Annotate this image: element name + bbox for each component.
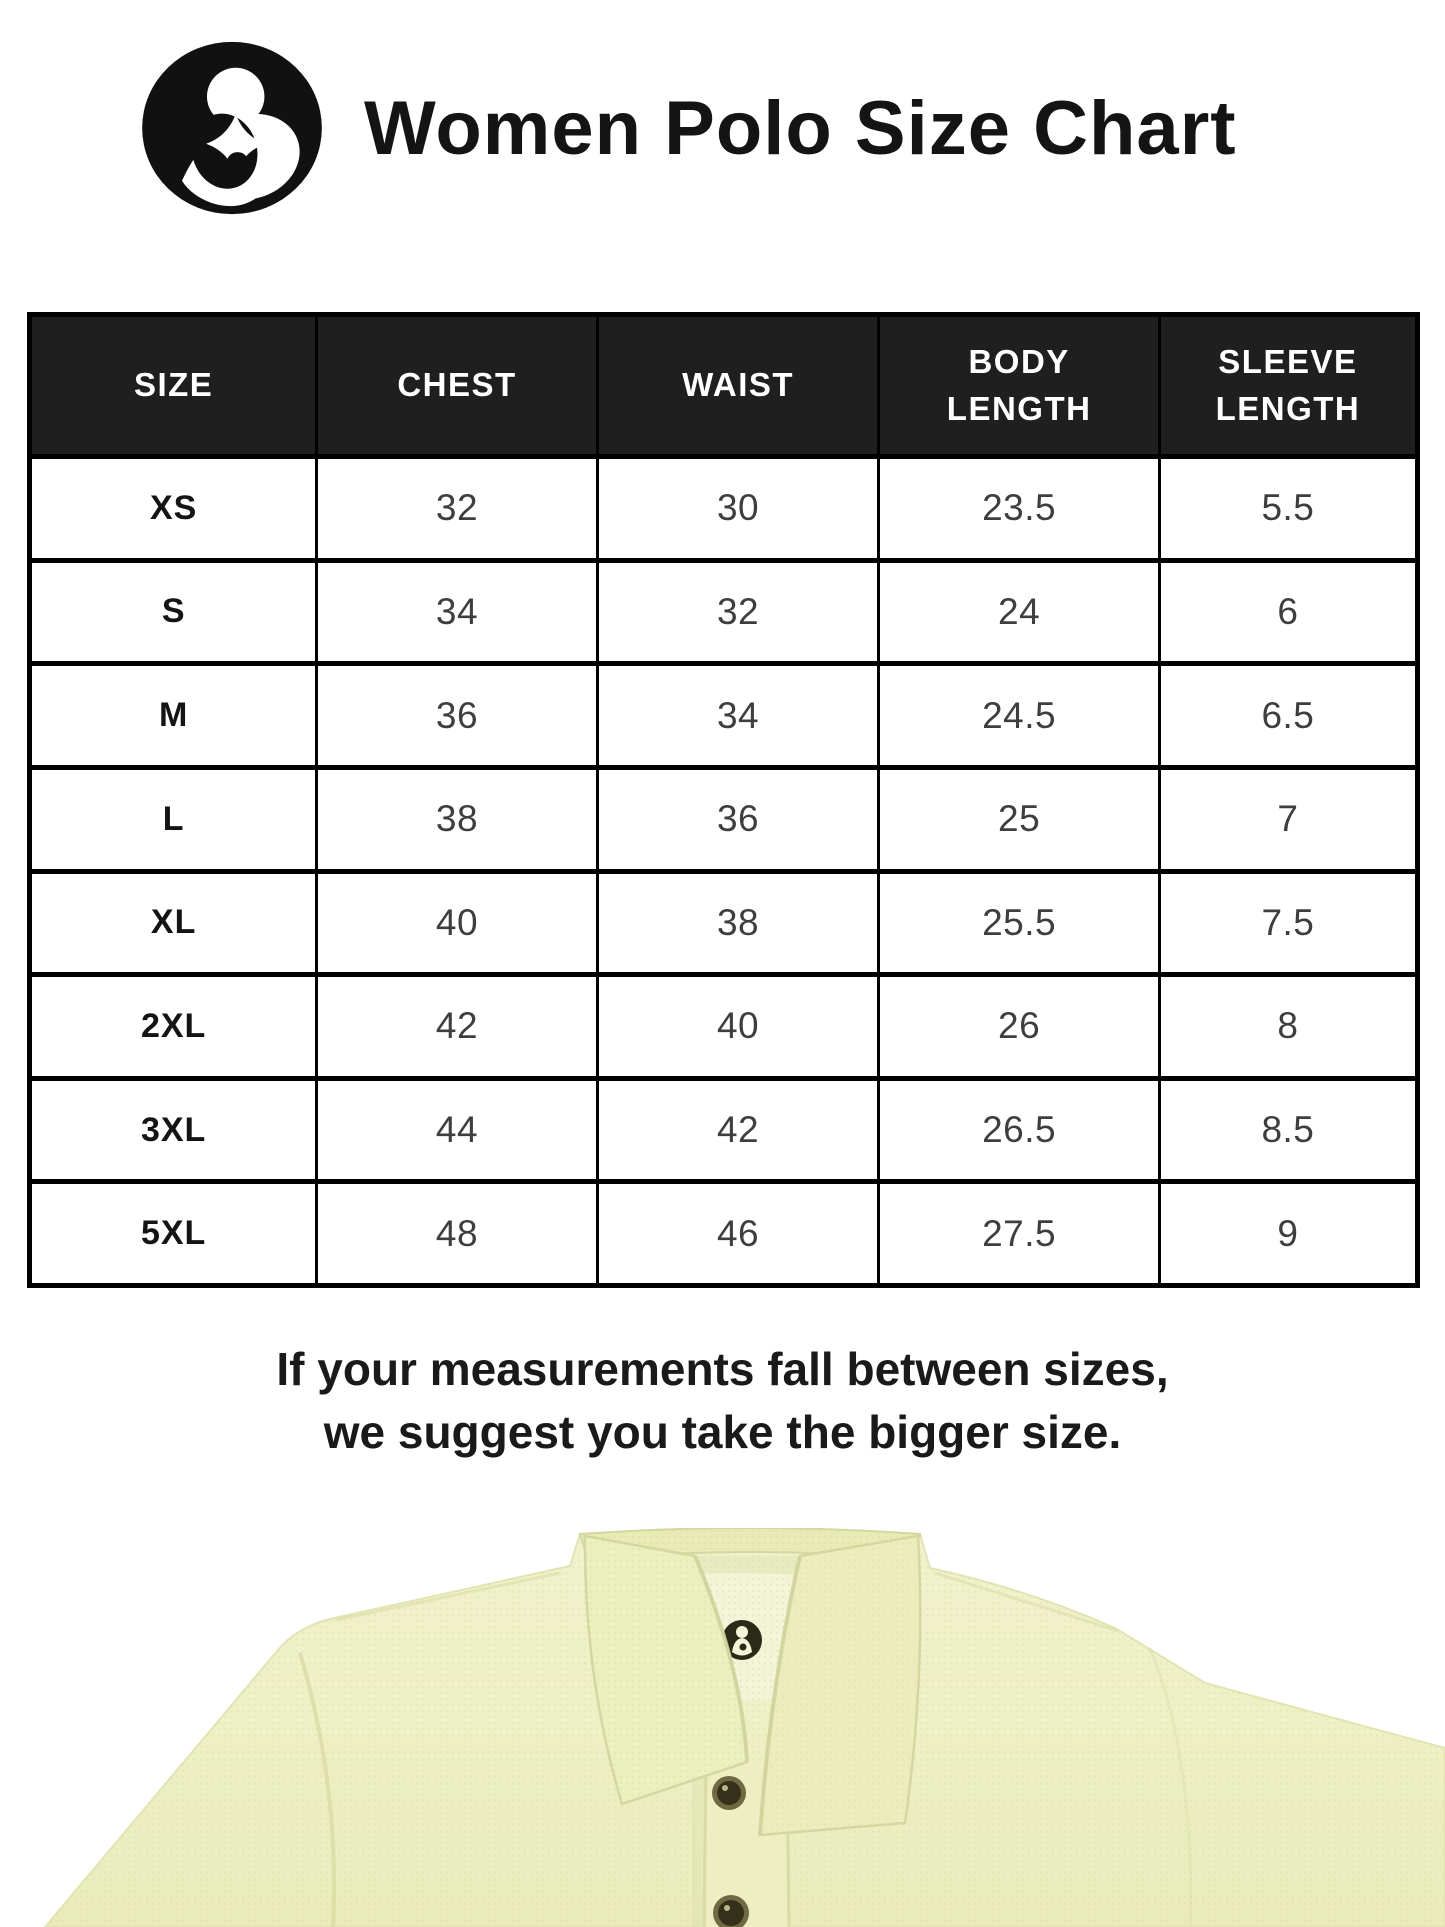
- column-header-body-length: BODY LENGTH: [879, 315, 1159, 457]
- body-length-value: 26: [879, 975, 1159, 1079]
- column-header-waist: WAIST: [597, 315, 879, 457]
- table-row: [30, 457, 1418, 561]
- size-chart-table: [27, 312, 1420, 1288]
- body-length-value: 24.5: [879, 664, 1159, 768]
- waist-value: 36: [597, 767, 879, 871]
- sleeve-length-value: 5.5: [1159, 457, 1417, 561]
- size-label: L: [30, 767, 317, 871]
- sleeve-length-value: 6: [1159, 560, 1417, 664]
- sleeve-length-value: 8.5: [1159, 1078, 1417, 1182]
- table-row: [30, 560, 1418, 664]
- body-length-value: 25.5: [879, 871, 1159, 975]
- size-label: 2XL: [30, 975, 317, 1079]
- chest-value: 36: [317, 664, 597, 768]
- chest-value: 40: [317, 871, 597, 975]
- sizing-note: [0, 1338, 1445, 1465]
- body-length-value: 23.5: [879, 457, 1159, 561]
- chest-value: 48: [317, 1182, 597, 1286]
- body-length-value: 24: [879, 560, 1159, 664]
- sleeve-length-value: 7.5: [1159, 871, 1417, 975]
- size-label: 5XL: [30, 1182, 317, 1286]
- sleeve-length-value: 9: [1159, 1182, 1417, 1286]
- size-label: M: [30, 664, 317, 768]
- column-header-chest: CHEST: [317, 315, 597, 457]
- table-header-row: [30, 315, 1418, 457]
- table-row: [30, 664, 1418, 768]
- sleeve-length-value: 7: [1159, 767, 1417, 871]
- chest-value: 34: [317, 560, 597, 664]
- waist-value: 38: [597, 871, 879, 975]
- waist-value: 34: [597, 664, 879, 768]
- column-header-sleeve-length: SLEEVE LENGTH: [1159, 315, 1417, 457]
- table-row: [30, 1182, 1418, 1286]
- table-row: [30, 1078, 1418, 1182]
- page-title: Women Polo Size Chart: [364, 85, 1237, 171]
- chest-value: 32: [317, 457, 597, 561]
- sleeve-length-value: 8: [1159, 975, 1417, 1079]
- waist-value: 40: [597, 975, 879, 1079]
- waist-value: 42: [597, 1078, 879, 1182]
- table-row: [30, 871, 1418, 975]
- size-label: XL: [30, 871, 317, 975]
- polo-shirt-image: [0, 1528, 1445, 1927]
- size-label: 3XL: [30, 1078, 317, 1182]
- chest-value: 42: [317, 975, 597, 1079]
- chest-value: 44: [317, 1078, 597, 1182]
- sizing-note-line2: we suggest you take the bigger size.: [323, 1406, 1122, 1459]
- column-header-size: SIZE: [30, 315, 317, 457]
- header: [138, 40, 1237, 216]
- body-length-value: 27.5: [879, 1182, 1159, 1286]
- table-row: [30, 767, 1418, 871]
- waist-value: 30: [597, 457, 879, 561]
- sizing-note-line1: If your measurements fall between sizes,: [276, 1343, 1169, 1395]
- sleeve-length-value: 6.5: [1159, 664, 1417, 768]
- waist-value: 32: [597, 560, 879, 664]
- button: [712, 1776, 746, 1810]
- table-row: [30, 975, 1418, 1079]
- body-length-value: 26.5: [879, 1078, 1159, 1182]
- body-length-value: 25: [879, 767, 1159, 871]
- chest-value: 38: [317, 767, 597, 871]
- waist-value: 46: [597, 1182, 879, 1286]
- size-label: S: [30, 560, 317, 664]
- size-label: XS: [30, 457, 317, 561]
- brand-logo-icon: [138, 40, 326, 216]
